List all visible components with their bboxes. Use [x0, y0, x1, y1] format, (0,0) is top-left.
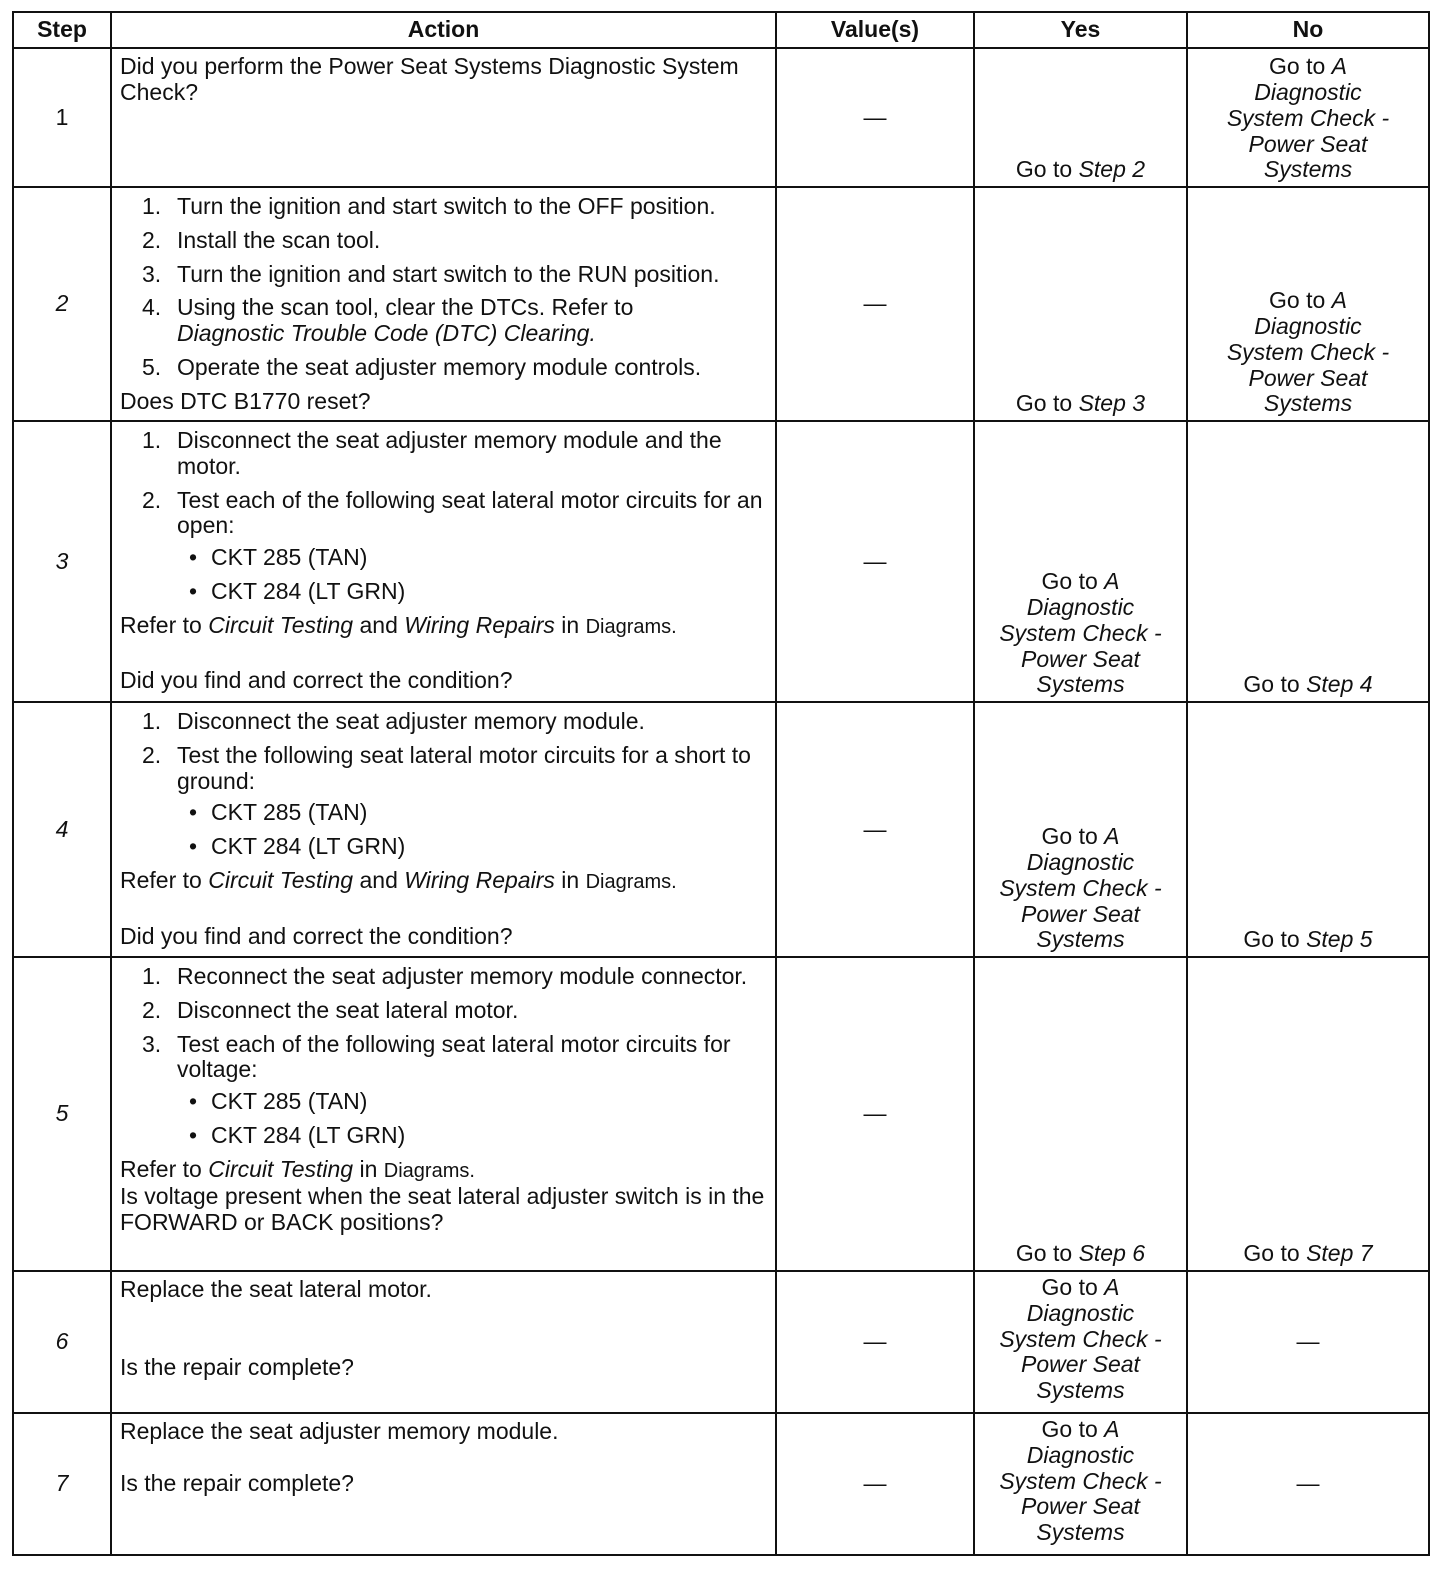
- action-question: Does DTC B1770 reset?: [120, 387, 371, 414]
- item-text: Install the scan tool.: [177, 226, 381, 253]
- item-text: Disconnect the seat adjuster memory module.: [177, 708, 645, 734]
- action-list: [120, 428, 767, 605]
- go-to-label: Go to: [1041, 1416, 1098, 1442]
- table-row-step-5: [13, 957, 1429, 1271]
- yes-line-5: Systems: [1036, 926, 1125, 953]
- diagnostic-table: [12, 11, 1430, 1556]
- circuit-item: • CKT 285 (TAN): [177, 1089, 767, 1115]
- yes-line-2: Diagnostic: [1026, 594, 1135, 620]
- ref-a: A: [1104, 823, 1120, 850]
- list-item: [120, 295, 767, 347]
- action-text: Replace the seat adjuster memory module.: [120, 1418, 559, 1444]
- circuit-item: • CKT 284 (LT GRN): [177, 579, 767, 605]
- item-text: Reconnect the seat adjuster memory module connector.: [177, 963, 748, 989]
- step-number: 6: [13, 1271, 111, 1413]
- yes-line-5: Systems: [1036, 1519, 1125, 1545]
- go-to-label: Go to: [1269, 287, 1326, 314]
- item-text: Using the scan tool, clear the DTCs. Refer to: [177, 294, 634, 321]
- no-cell: —: [1187, 1413, 1429, 1555]
- go-to-label: Go to: [1243, 671, 1300, 698]
- action-question: Is the repair complete?: [120, 1353, 354, 1380]
- header-step: Step: [13, 12, 111, 48]
- no-cell: [1187, 48, 1429, 187]
- header-action: Action: [111, 12, 776, 48]
- action-list: [120, 709, 767, 860]
- step-number: 4: [13, 702, 111, 957]
- item-number: 1.: [142, 708, 162, 734]
- item-number: 2.: [142, 486, 162, 513]
- refer-wiring-repairs: Wiring Repairs: [404, 866, 555, 893]
- go-to-label: Go to: [1041, 823, 1098, 850]
- action-cell: [111, 421, 776, 702]
- no-cell: [1187, 702, 1429, 957]
- list-item: [120, 488, 767, 605]
- value-cell: —: [776, 1271, 974, 1413]
- item-text: Disconnect the seat adjuster memory module and the motor.: [177, 427, 722, 479]
- yes-line-3: System Check -: [999, 1467, 1162, 1494]
- list-item: [120, 998, 767, 1024]
- circuit-item: • CKT 284 (LT GRN): [177, 834, 767, 860]
- ref-a: A: [1104, 568, 1120, 595]
- no-cell: [1187, 421, 1429, 702]
- no-line-5: Systems: [1263, 390, 1353, 417]
- value-cell: —: [776, 421, 974, 702]
- item-text: Test each of the following seat lateral motor circuits for voltage:: [177, 1030, 731, 1083]
- no-line-2: Diagnostic: [1254, 313, 1362, 339]
- no-line-4: Power Seat: [1248, 130, 1368, 157]
- refer-wiring-repairs: Wiring Repairs: [404, 611, 555, 638]
- action-cell: [111, 187, 776, 421]
- list-item: [120, 743, 767, 860]
- value-cell: —: [776, 187, 974, 421]
- refer-circuit-testing: Circuit Testing: [208, 866, 354, 893]
- circuit-item: • CKT 285 (TAN): [177, 545, 767, 571]
- action-cell: [111, 1413, 776, 1555]
- step-link: Step 6: [1078, 1240, 1146, 1267]
- table-row-step-3: [13, 421, 1429, 702]
- step-number: 5: [13, 957, 111, 1271]
- refer-text: in: [359, 1155, 378, 1182]
- ref-a: A: [1104, 1274, 1120, 1300]
- refer-line: [120, 1157, 767, 1183]
- table-row-step-4: [13, 702, 1429, 957]
- go-to-label: Go to: [1015, 156, 1073, 183]
- item-number: 2.: [142, 226, 162, 253]
- value-cell: —: [776, 48, 974, 187]
- header-values: Value(s): [776, 12, 974, 48]
- yes-line-2: Diagnostic: [1026, 849, 1135, 875]
- step-number: 7: [13, 1413, 111, 1555]
- no-line-5: Systems: [1263, 156, 1353, 183]
- go-to-label: Go to: [1041, 1274, 1098, 1300]
- item-number: 1.: [142, 963, 162, 989]
- circuit-list: [177, 1089, 767, 1149]
- no-cell: [1187, 187, 1429, 421]
- item-text: Turn the ignition and start switch to the OFF position.: [177, 193, 716, 219]
- yes-line-1: [983, 1275, 1178, 1301]
- table-row-step-1: [13, 48, 1429, 187]
- step-link: Step 3: [1078, 390, 1146, 417]
- yes-line-2: Diagnostic: [1026, 1299, 1135, 1326]
- action-list: [120, 964, 767, 1149]
- step-number: 2: [13, 187, 111, 421]
- ref-a: A: [1104, 1416, 1120, 1442]
- item-number: 5.: [142, 353, 162, 380]
- no-line-3: System Check -: [1226, 338, 1390, 365]
- item-number: 2.: [142, 741, 162, 768]
- go-to-label: Go to: [1015, 390, 1073, 417]
- circuit-list: [177, 545, 767, 605]
- yes-line-4: Power Seat: [1021, 900, 1140, 927]
- item-text: Test the following seat lateral motor circuits for a short to ground:: [177, 741, 751, 794]
- yes-line-1: [983, 569, 1178, 595]
- list-item: [120, 194, 767, 220]
- list-item: [120, 228, 767, 254]
- yes-line-4: Power Seat: [1021, 1351, 1140, 1378]
- refer-circuit-testing: Circuit Testing: [208, 611, 354, 638]
- refer-circuit-testing: Circuit Testing: [208, 1155, 354, 1182]
- yes-cell: [974, 1413, 1187, 1555]
- value-cell: —: [776, 957, 974, 1271]
- no-line-2: Diagnostic: [1254, 79, 1362, 105]
- step-link: Step 4: [1306, 671, 1373, 698]
- item-text: Disconnect the seat lateral motor.: [177, 996, 519, 1023]
- yes-line-5: Systems: [1036, 1377, 1125, 1403]
- action-cell: [111, 48, 776, 187]
- item-number: 2.: [142, 996, 162, 1023]
- item-text: Operate the seat adjuster memory module controls.: [177, 353, 702, 380]
- list-item: [120, 262, 767, 288]
- yes-line-3: System Check -: [999, 619, 1162, 646]
- action-question: Did you perform the Power Seat Systems Diagnostic System Check?: [120, 53, 739, 105]
- action-cell: [111, 1271, 776, 1413]
- header-no: No: [1187, 12, 1429, 48]
- item-number: 3.: [142, 260, 162, 287]
- refer-text: and: [359, 611, 398, 638]
- refer-text: Refer to: [120, 611, 202, 638]
- action-question: Is the repair complete?: [120, 1469, 354, 1496]
- refer-text: Refer to: [120, 1155, 202, 1182]
- list-item: [120, 1032, 767, 1149]
- action-text: Replace the seat lateral motor.: [120, 1276, 432, 1302]
- no-cell: [1187, 957, 1429, 1271]
- action-cell: [111, 702, 776, 957]
- circuit-list: [177, 800, 767, 860]
- refer-line: [120, 868, 767, 894]
- list-item: [120, 355, 767, 381]
- step-number: 3: [13, 421, 111, 702]
- refer-text: in: [561, 611, 580, 638]
- yes-line-4: Power Seat: [1021, 1493, 1140, 1520]
- table-row-step-2: [13, 187, 1429, 421]
- action-cell: [111, 957, 776, 1271]
- refer-text: in: [561, 866, 580, 893]
- header-row: [13, 12, 1429, 48]
- table-row-step-6: [13, 1271, 1429, 1413]
- go-to-label: Go to: [1243, 926, 1300, 953]
- item-text: Test each of the following seat lateral motor circuits for an open:: [177, 486, 763, 539]
- yes-cell: [974, 957, 1187, 1271]
- go-to-label: Go to: [1015, 1240, 1073, 1267]
- yes-line-3: System Check -: [999, 1325, 1162, 1352]
- action-list: [120, 194, 767, 381]
- refer-diagrams: Diagrams.: [383, 1159, 475, 1182]
- action-question: Is voltage present when the seat lateral adjuster switch is in the FORWARD or BACK positions?: [120, 1183, 765, 1235]
- refer-text: Refer to: [120, 866, 202, 893]
- value-cell: —: [776, 1413, 974, 1555]
- yes-line-3: System Check -: [999, 874, 1162, 901]
- value-cell: —: [776, 702, 974, 957]
- item-number: 4.: [142, 294, 162, 321]
- yes-line-2: Diagnostic: [1026, 1441, 1135, 1468]
- no-line-1: [1196, 54, 1420, 80]
- no-cell: —: [1187, 1271, 1429, 1413]
- yes-line-1: [983, 1417, 1178, 1443]
- no-line-3: System Check -: [1226, 104, 1390, 131]
- step-number: 1: [13, 48, 111, 187]
- step-link: Step 2: [1078, 156, 1146, 183]
- item-number: 1.: [142, 427, 162, 453]
- refer-diagrams: Diagrams.: [585, 870, 677, 893]
- item-number: 1.: [142, 193, 162, 219]
- go-to-label: Go to: [1041, 568, 1098, 595]
- header-yes: Yes: [974, 12, 1187, 48]
- step-link: Step 7: [1306, 1240, 1373, 1267]
- go-to-label: Go to: [1269, 53, 1326, 80]
- go-to-label: Go to: [1243, 1240, 1300, 1267]
- list-item: [120, 964, 767, 990]
- circuit-item: • CKT 285 (TAN): [177, 800, 767, 826]
- table-row-step-7: [13, 1413, 1429, 1555]
- refer-diagrams: Diagrams.: [585, 615, 677, 638]
- no-line-1: [1196, 288, 1420, 314]
- yes-cell: [974, 702, 1187, 957]
- list-item: [120, 709, 767, 735]
- refer-line: [120, 613, 767, 639]
- item-reference: Diagnostic Trouble Code (DTC) Clearing.: [177, 320, 596, 346]
- ref-a: A: [1331, 53, 1347, 80]
- list-item: [120, 428, 767, 480]
- yes-cell: [974, 1271, 1187, 1413]
- yes-cell: [974, 187, 1187, 421]
- step-link: Step 5: [1306, 926, 1373, 953]
- no-line-4: Power Seat: [1248, 364, 1368, 391]
- yes-line-5: Systems: [1036, 671, 1125, 698]
- item-number: 3.: [142, 1030, 162, 1057]
- circuit-item: • CKT 284 (LT GRN): [177, 1123, 767, 1149]
- action-question: Did you find and correct the condition?: [120, 667, 513, 694]
- action-question: Did you find and correct the condition?: [120, 922, 513, 949]
- yes-cell: [974, 48, 1187, 187]
- yes-cell: [974, 421, 1187, 702]
- yes-line-4: Power Seat: [1021, 645, 1140, 672]
- yes-line-1: [983, 824, 1178, 850]
- ref-a: A: [1331, 287, 1347, 314]
- refer-text: and: [359, 866, 398, 893]
- item-text: Turn the ignition and start switch to the RUN position.: [177, 260, 720, 287]
